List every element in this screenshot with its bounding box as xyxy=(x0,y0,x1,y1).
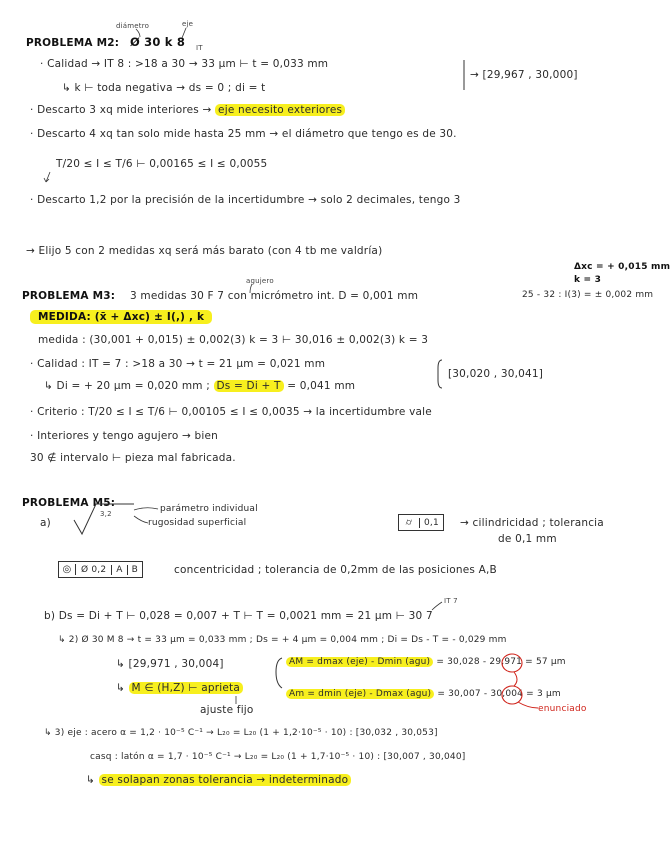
m3-side-dxc: Δxc = + 0,015 mm xyxy=(574,262,670,272)
m2-spec-sub: IT xyxy=(196,44,203,52)
m2-descarto3-text: · Descarto 3 xq mide interiores → xyxy=(30,104,212,116)
m3-criterio: · Criterio : T/20 ≤ I ≤ T/6 ⊢ 0,00105 ≤ I ≤ 0,0035 → la incertidumbre vale xyxy=(30,406,432,418)
am-min-circled: 07 xyxy=(468,689,481,699)
m3-range: 25 - 32 : I(3) = ± 0,002 mm xyxy=(522,290,654,300)
red-link xyxy=(514,672,517,686)
cylindricity-icon: ⌭ xyxy=(399,518,420,528)
m3-side-k: k = 3 xyxy=(574,275,602,285)
m3-title-rest: 3 medidas 30 F 7 con micrómetro int. D = 0,001 mm xyxy=(130,290,419,302)
m2-criterio: T/20 ≤ I ≤ T/6 ⊢ 0,00165 ≤ I ≤ 0,0055 xyxy=(56,158,268,170)
roughness-symbol xyxy=(74,504,134,534)
m5-c3-arrow: ↳ xyxy=(86,774,95,786)
m2-spec: Ø 30 k 8 xyxy=(130,35,186,49)
arrow-eje xyxy=(182,28,186,38)
am-min-highlight: Am = dmin (eje) - Dmax (agu) xyxy=(286,689,434,699)
annotation-line-rugosidad xyxy=(134,516,148,523)
annotation-diametro: diámetro xyxy=(116,22,150,30)
cylindricity-tol: de 0,1 mm xyxy=(498,533,557,545)
m5-c2-line: casq : latón α = 1,7 · 10⁻⁵ C⁻¹ → L₂₀ = L₂₀ (1 + 1,7·10⁻⁵ · 10) : [30,007 , 30,040] xyxy=(90,752,466,762)
am-min-rhs-a: = 30,0 xyxy=(437,689,469,699)
am-min-rhs-c: - 30,004 = 3 μm xyxy=(483,689,561,699)
arrow-it7 xyxy=(432,602,442,610)
datum-b: B xyxy=(131,564,138,575)
red-circle-07 xyxy=(502,686,522,704)
m5-title: PROBLEMA M5: xyxy=(22,497,116,509)
cylindricity-text: → cilindricidad ; tolerancia xyxy=(460,517,604,529)
m5-brace xyxy=(276,658,282,688)
m5-b-line: b) Ds = Di + T ⊢ 0,028 = 0,007 + T ⊢ T = 0,0021 mm = 21 μm ⊢ 30 7 xyxy=(44,610,433,622)
m3-conclusion: 30 ∉ intervalo ⊢ pieza mal fabricada. xyxy=(30,452,236,464)
am-max-rhs-a: = 30,0 xyxy=(436,657,468,667)
m3-interiores: · Interiores y tengo agujero → bien xyxy=(30,430,219,442)
annotation-agujero: agujero xyxy=(246,277,274,285)
annotation-enunciado: enunciado xyxy=(538,704,587,714)
red-circle-28 xyxy=(502,654,522,672)
am-max-circled: 28 xyxy=(467,657,480,667)
cylindricity-value: 0,1 xyxy=(424,517,439,528)
m5-c1-line: ↳ 3) eje : acero α = 1,2 · 10⁻⁵ C⁻¹ → L₂₀ = L₂₀ (1 + 1,2·10⁻⁵ · 10) : [30,032 , 30,053] xyxy=(44,728,438,738)
m2-calidad-line: · Calidad → IT 8 : >18 a 30 → 33 μm ⊢ t = 0,033 mm xyxy=(40,58,329,70)
m2-interval: → [29,967 , 30,000] xyxy=(470,69,578,81)
m3-medida: medida : (30,001 + 0,015) ± 0,002(3) k = 3 ⊢ 30,016 ± 0,002(3) k = 3 xyxy=(38,334,429,346)
m3-highlight-ds: Ds = Di + T xyxy=(214,380,284,392)
roughness-value: 3,2 xyxy=(100,510,112,518)
arrow-agujero xyxy=(250,284,252,293)
m2-highlight-exteriores: eje necesito exteriores xyxy=(215,104,345,116)
m5-a-label: a) xyxy=(40,517,51,529)
m3-brace xyxy=(438,360,442,388)
concentricity-value: Ø 0,2 xyxy=(76,565,112,575)
concentricity-text: concentricidad ; tolerancia de 0,2mm de las posiciones A,B xyxy=(174,564,497,576)
arrow-fraction xyxy=(44,172,50,182)
annotation-parametro: parámetro individual xyxy=(160,504,258,514)
m3-calidad: · Calidad : IT = 7 : >18 a 30 → t = 21 μm = 0,021 mm xyxy=(30,358,326,370)
m2-k-line: ↳ k ⊢ toda negativa → ds = 0 ; di = t xyxy=(62,82,266,94)
am-max-rhs-c: - 29,971 = 57 μm xyxy=(482,657,566,667)
ajuste-fijo: ajuste fijo xyxy=(200,704,254,716)
annotation-eje: eje xyxy=(182,20,194,28)
m5-highlight-solapan: se solapan zonas tolerancia → indeterminado xyxy=(99,774,352,786)
concentricity-icon: ◎ xyxy=(59,564,76,575)
m2-elijo: → Elijo 5 con 2 medidas xq será más barato (con 4 tb me valdría) xyxy=(26,245,383,257)
m2-descarto12: · Descarto 1,2 por la precisión de la incertidumbre → solo 2 decimales, tengo 3 xyxy=(30,194,461,206)
m5-highlight-aprieta: M ∈ (H,Z) ⊢ aprieta xyxy=(129,682,243,694)
red-arrow-enunciado xyxy=(518,702,538,708)
annotation-rugosidad: rugosidad superficial xyxy=(148,518,247,528)
m2-descarto4: · Descarto 4 xq tan solo mide hasta 25 mm → el diámetro que tengo es de 30. xyxy=(30,128,457,140)
arrow-diametro xyxy=(136,29,140,37)
m5-b3-interval: ↳ [29,971 , 30,004] xyxy=(116,658,224,670)
m2-title: PROBLEMA M2: xyxy=(26,37,120,49)
datum-a: A xyxy=(112,565,127,575)
annotation-line-parametro xyxy=(134,508,158,510)
m3-di-text: ↳ Di = + 20 μm = 0,020 mm ; xyxy=(44,380,210,392)
m5-b2-line: ↳ 2) Ø 30 M 8 → t = 33 μm = 0,033 mm ; Ds = + 4 μm = 0,004 mm ; Di = Ds - T = - 0,029 mm xyxy=(58,635,507,645)
m3-title: PROBLEMA M3: xyxy=(22,290,116,302)
m3-ds-value: = 0,041 mm xyxy=(287,380,356,392)
annotation-it7: IT 7 xyxy=(444,597,458,605)
am-max-highlight: AM = dmax (eje) - Dmin (agu) xyxy=(286,657,433,667)
m5-b4-arrow: ↳ xyxy=(116,682,125,694)
m3-interval: [30,020 , 30,041] xyxy=(448,368,544,380)
m3-formula-highlight: MEDIDA: (x̄ + Δxc) ± I(,) , k xyxy=(30,310,212,324)
